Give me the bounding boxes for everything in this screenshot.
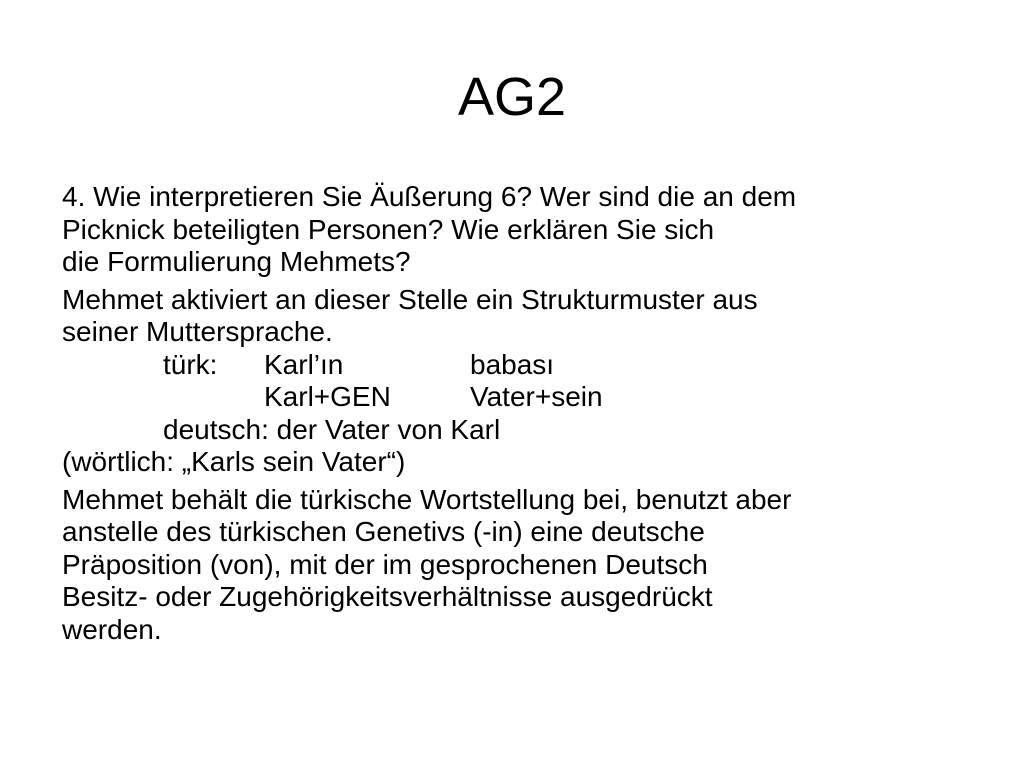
slide-title: AG2 [457, 67, 567, 127]
gloss-literal: (wörtlich: „Karls sein Vater“) [62, 446, 406, 477]
answer1-line-1: Mehmet aktiviert an dieser Stelle ein Strukturmuster aus [62, 283, 758, 315]
question-line-2: Picknick beteiligten Personen? Wie erklären Sie sich [62, 213, 715, 245]
answer2-line-2: anstelle des türkischen Genetivs (-in) eine deutsche [62, 516, 705, 547]
answer2-line-1: Mehmet behält die türkische Wortstellung bei, benutzt aber [62, 483, 792, 515]
gloss-word-babasi: babası [470, 348, 555, 380]
gloss-language-label: türk: [163, 348, 218, 380]
gloss-word-karl: Karl’ın [264, 348, 344, 380]
gloss-morph-karl-gen: Karl+GEN [264, 381, 391, 412]
question-paragraph [62, 181, 972, 279]
answer2-line-5: werden. [62, 613, 162, 645]
gloss-row-turkish [129, 349, 972, 382]
answer-paragraph-1 [62, 284, 972, 479]
answer1-line-2: seiner Muttersprache. [62, 316, 333, 347]
question-line-1: 4. Wie interpretieren Sie Äußerung 6? Wer sind die an dem [62, 181, 797, 212]
gloss-row-morphemes [129, 381, 972, 414]
question-line-3: die Formulierung Mehmets? [62, 246, 411, 277]
answer2-line-4: Besitz- oder Zugehörigkeitsverhältnisse ausgedrückt [62, 581, 713, 612]
gloss-morph-vater-sein: Vater+sein [470, 381, 603, 412]
slide-body [62, 181, 972, 651]
gloss-translation: deutsch: der Vater von Karl [163, 413, 501, 445]
answer2-line-3: Präposition (von), mit der im gesprochenen Deutsch [62, 548, 708, 580]
answer-paragraph-2 [62, 484, 972, 647]
